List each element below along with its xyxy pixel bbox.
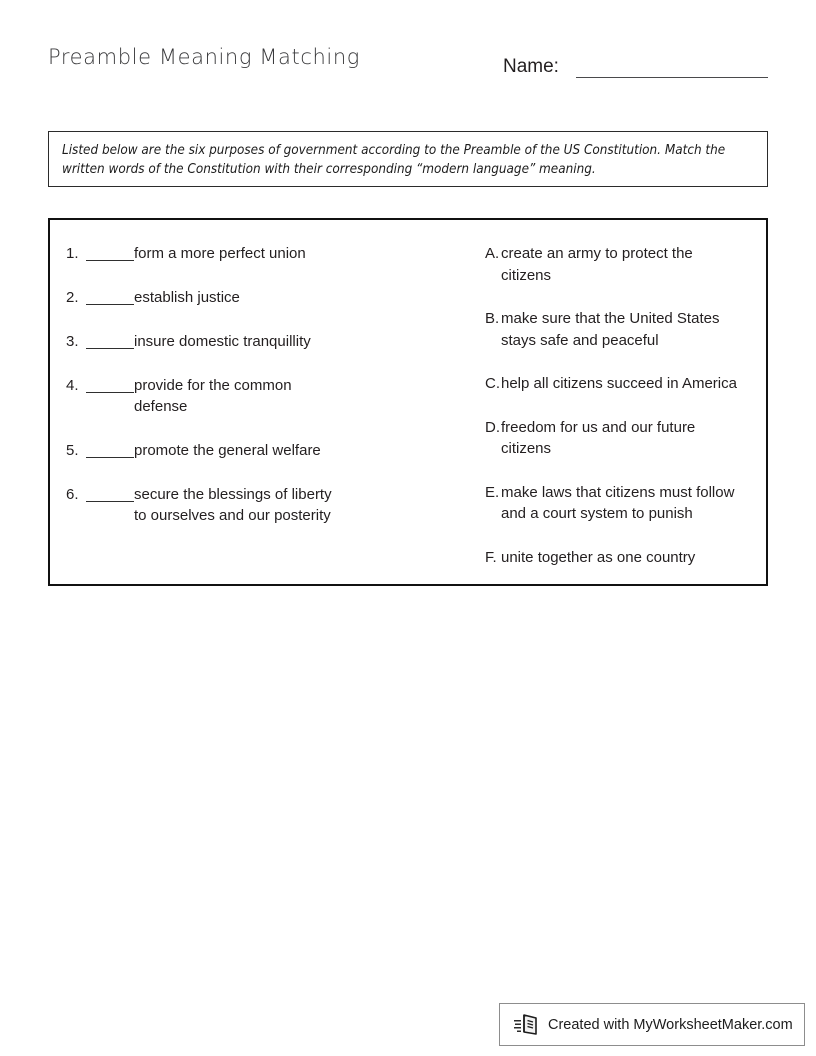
option-line-1: help all citizens succeed in America bbox=[501, 375, 737, 392]
answer-blank[interactable] bbox=[86, 375, 134, 393]
name-input-blank[interactable] bbox=[576, 53, 768, 78]
questions-column bbox=[66, 243, 426, 549]
answer-blank[interactable] bbox=[86, 243, 134, 261]
answer-blank[interactable] bbox=[86, 484, 134, 502]
question-row bbox=[66, 484, 426, 526]
option-line-1: create an army to protect the bbox=[501, 245, 693, 262]
instruction-box bbox=[48, 131, 768, 187]
question-text bbox=[134, 331, 426, 352]
question-text bbox=[134, 440, 426, 461]
question-line-1: establish justice bbox=[134, 289, 240, 306]
question-text bbox=[134, 375, 426, 417]
option-row bbox=[485, 547, 757, 569]
question-text bbox=[134, 287, 426, 308]
footer-text: Created with MyWorksheetMaker.com bbox=[548, 1016, 793, 1033]
answer-blank[interactable] bbox=[86, 287, 134, 305]
option-row bbox=[485, 482, 757, 525]
option-line-1: unite together as one country bbox=[501, 548, 696, 566]
option-text bbox=[501, 482, 757, 525]
name-field bbox=[503, 53, 768, 78]
question-text bbox=[134, 243, 426, 264]
option-row bbox=[485, 373, 757, 395]
option-text bbox=[501, 308, 757, 351]
question-line-2: defense bbox=[134, 398, 188, 415]
question-row bbox=[66, 375, 426, 417]
question-line-1: provide for the common bbox=[134, 377, 292, 394]
option-letter: B. bbox=[485, 310, 500, 327]
question-row bbox=[66, 243, 426, 264]
option-line-1: make sure that the United States bbox=[501, 310, 720, 327]
question-line-2: to ourselves and our posterity bbox=[134, 507, 331, 524]
option-letter: F. bbox=[485, 548, 497, 566]
option-line-2: and a court system to punish bbox=[501, 505, 693, 522]
option-row bbox=[485, 243, 757, 286]
answer-blank[interactable] bbox=[86, 331, 134, 349]
worksheet-maker-logo-icon bbox=[514, 1013, 540, 1037]
option-letter: E. bbox=[485, 483, 500, 501]
footer-badge[interactable] bbox=[499, 1003, 805, 1046]
answer-blank[interactable] bbox=[86, 440, 134, 458]
question-number: 1. bbox=[66, 245, 79, 262]
option-row bbox=[485, 417, 757, 460]
option-line-2: stays safe and peaceful bbox=[501, 331, 659, 349]
option-letter: A. bbox=[485, 245, 500, 262]
option-text bbox=[501, 417, 757, 460]
question-line-1: insure domestic tranquillity bbox=[134, 333, 311, 350]
name-label: Name: bbox=[503, 56, 559, 77]
question-number: 3. bbox=[66, 333, 79, 350]
option-line-2: citizens bbox=[501, 440, 552, 457]
option-line-1: make laws that citizens must follow bbox=[501, 483, 735, 501]
options-column bbox=[485, 243, 757, 590]
option-line-2: citizens bbox=[501, 266, 552, 284]
question-line-1: promote the general welfare bbox=[134, 442, 321, 459]
question-row bbox=[66, 287, 426, 308]
instruction-text: Listed below are the six purposes of government according to the Preamble of the US Constitution. Match the written words of the Constitution with their corresponding “modern language” meaning. bbox=[62, 143, 726, 177]
question-row bbox=[66, 440, 426, 461]
option-text bbox=[501, 547, 757, 569]
page-title: Preamble Meaning Matching bbox=[48, 45, 360, 69]
question-line-1: form a more perfect union bbox=[134, 245, 306, 262]
question-number: 2. bbox=[66, 289, 79, 306]
question-number: 5. bbox=[66, 442, 79, 459]
option-letter: C. bbox=[485, 375, 500, 392]
question-number: 6. bbox=[66, 486, 79, 503]
question-row bbox=[66, 331, 426, 352]
option-text bbox=[501, 243, 757, 286]
option-text bbox=[501, 373, 757, 395]
question-number: 4. bbox=[66, 377, 79, 394]
question-line-1: secure the blessings of liberty bbox=[134, 486, 332, 503]
option-letter: D. bbox=[485, 418, 500, 436]
matching-box bbox=[48, 218, 768, 586]
question-text bbox=[134, 484, 426, 526]
option-line-1: freedom for us and our future bbox=[501, 418, 696, 436]
option-row bbox=[485, 308, 757, 351]
